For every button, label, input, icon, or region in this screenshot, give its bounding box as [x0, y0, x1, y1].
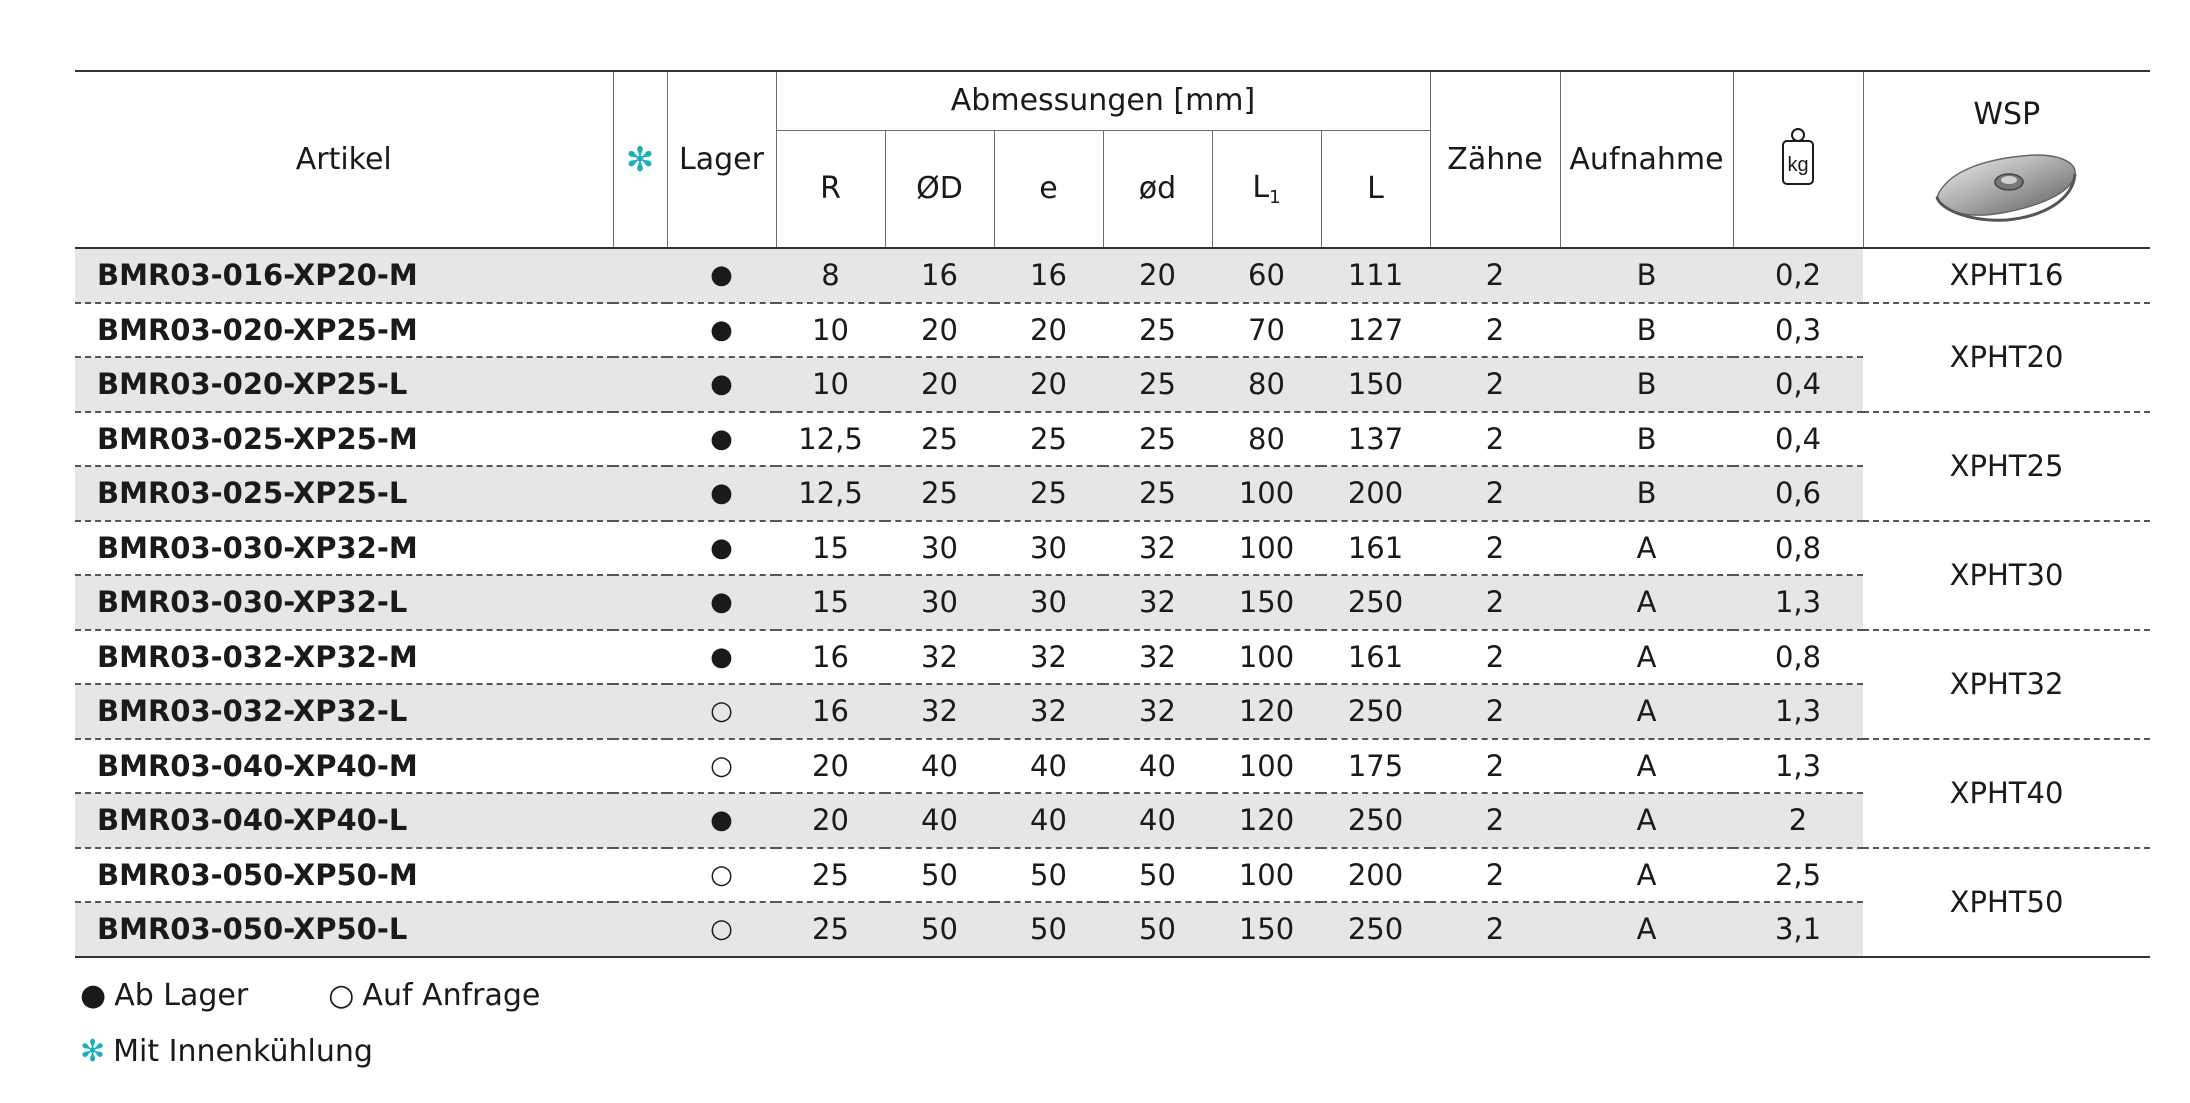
cell-aufnahme: A	[1560, 575, 1733, 630]
cell-kuehlung	[613, 357, 667, 412]
cell-dim-od-lower: 20	[1103, 248, 1212, 303]
cell-dim-e: 20	[994, 303, 1103, 358]
cell-dim-l: 175	[1321, 739, 1430, 794]
cell-artikel: BMR03-040-XP40-L	[75, 793, 613, 848]
cell-dim-od-lower: 25	[1103, 412, 1212, 467]
cell-dim-e: 50	[994, 848, 1103, 903]
cell-dim-r: 20	[776, 739, 885, 794]
cell-kuehlung	[613, 303, 667, 358]
product-table-container	[75, 70, 2150, 958]
cell-kuehlung	[613, 793, 667, 848]
table-row	[75, 248, 2150, 303]
cell-dim-r: 12,5	[776, 412, 885, 467]
cell-dim-od-lower: 40	[1103, 739, 1212, 794]
cell-zaehne: 2	[1430, 248, 1560, 303]
header-abmessungen: Abmessungen [mm]	[776, 71, 1430, 130]
cell-dim-r: 15	[776, 521, 885, 576]
cell-zaehne: 2	[1430, 684, 1560, 739]
cell-dim-od-lower: 50	[1103, 902, 1212, 957]
cell-wsp: XPHT16	[1863, 248, 2150, 303]
cell-artikel: BMR03-020-XP25-L	[75, 357, 613, 412]
cell-dim-r: 15	[776, 575, 885, 630]
cell-artikel: BMR03-016-XP20-M	[75, 248, 613, 303]
cell-artikel: BMR03-025-XP25-M	[75, 412, 613, 467]
cell-dim-l1: 100	[1212, 848, 1321, 903]
cell-weight: 2	[1733, 793, 1863, 848]
cell-dim-od-lower: 32	[1103, 521, 1212, 576]
cell-wsp: XPHT50	[1863, 848, 2150, 957]
cell-dim-r: 25	[776, 848, 885, 903]
cell-dim-l1: 150	[1212, 575, 1321, 630]
cell-dim-l: 111	[1321, 248, 1430, 303]
cell-weight: 3,1	[1733, 902, 1863, 957]
cell-aufnahme: A	[1560, 902, 1733, 957]
table-row	[75, 630, 2150, 685]
open-circle-icon: ○	[328, 977, 355, 1013]
coolant-icon: ✻	[625, 139, 655, 180]
cell-dim-r: 10	[776, 357, 885, 412]
cell-dim-od-lower: 32	[1103, 575, 1212, 630]
cell-dim-od-lower: 25	[1103, 303, 1212, 358]
header-dim-l1-letter: L	[1252, 169, 1270, 205]
cell-kuehlung	[613, 412, 667, 467]
cell-lager: ●	[667, 521, 776, 576]
cell-dim-l: 161	[1321, 521, 1430, 576]
cell-zaehne: 2	[1430, 793, 1560, 848]
table-row	[75, 521, 2150, 576]
cell-weight: 1,3	[1733, 684, 1863, 739]
cell-dim-l1: 100	[1212, 630, 1321, 685]
cell-lager: ○	[667, 848, 776, 903]
cell-aufnahme: A	[1560, 848, 1733, 903]
cell-dim-l1: 120	[1212, 684, 1321, 739]
cell-kuehlung	[613, 739, 667, 794]
cell-weight: 0,8	[1733, 630, 1863, 685]
cell-dim-l: 150	[1321, 357, 1430, 412]
cell-dim-r: 16	[776, 684, 885, 739]
cell-dim-l1: 100	[1212, 466, 1321, 521]
header-weight	[1733, 71, 1863, 248]
header-aufnahme: Aufnahme	[1560, 71, 1733, 248]
header-dim-e: e	[994, 130, 1103, 248]
cell-artikel: BMR03-050-XP50-M	[75, 848, 613, 903]
cell-dim-r: 12,5	[776, 466, 885, 521]
cell-artikel: BMR03-032-XP32-M	[75, 630, 613, 685]
cell-dim-r: 8	[776, 248, 885, 303]
filled-dot-icon: ●	[80, 977, 107, 1013]
cell-dim-l: 137	[1321, 412, 1430, 467]
cell-weight: 0,6	[1733, 466, 1863, 521]
header-lager: Lager	[667, 71, 776, 248]
cell-aufnahme: B	[1560, 412, 1733, 467]
header-kuehlung	[613, 71, 667, 248]
cell-dim-e: 40	[994, 793, 1103, 848]
cell-artikel: BMR03-025-XP25-L	[75, 466, 613, 521]
cell-lager: ●	[667, 357, 776, 412]
cell-zaehne: 2	[1430, 303, 1560, 358]
cell-zaehne: 2	[1430, 412, 1560, 467]
cell-lager: ●	[667, 575, 776, 630]
cell-dim-e: 32	[994, 630, 1103, 685]
cell-kuehlung	[613, 521, 667, 576]
cell-dim-l: 250	[1321, 793, 1430, 848]
insert-image	[1927, 142, 2087, 232]
cell-lager: ●	[667, 248, 776, 303]
cell-zaehne: 2	[1430, 357, 1560, 412]
cell-dim-od-upper: 40	[885, 739, 994, 794]
cell-dim-l1: 120	[1212, 793, 1321, 848]
legend-kuehlung-label: Mit Innenkühlung	[113, 1033, 373, 1069]
cell-artikel: BMR03-040-XP40-M	[75, 739, 613, 794]
cell-zaehne: 2	[1430, 630, 1560, 685]
cell-dim-od-upper: 30	[885, 521, 994, 576]
cell-kuehlung	[613, 902, 667, 957]
table-row	[75, 303, 2150, 358]
cell-dim-od-lower: 32	[1103, 684, 1212, 739]
table-row	[75, 357, 2150, 412]
cell-dim-r: 25	[776, 902, 885, 957]
cell-zaehne: 2	[1430, 739, 1560, 794]
cell-dim-l: 200	[1321, 466, 1430, 521]
cell-lager: ●	[667, 303, 776, 358]
cell-aufnahme: A	[1560, 739, 1733, 794]
legend	[80, 970, 620, 1076]
cell-kuehlung	[613, 248, 667, 303]
cell-weight: 0,3	[1733, 303, 1863, 358]
header-dim-r: R	[776, 130, 885, 248]
cell-aufnahme: A	[1560, 793, 1733, 848]
header-wsp-title: WSP	[1973, 97, 2041, 132]
weight-icon-label: kg	[1787, 153, 1809, 176]
cell-dim-od-lower: 25	[1103, 466, 1212, 521]
cell-dim-e: 50	[994, 902, 1103, 957]
header-wsp	[1863, 71, 2150, 248]
coolant-icon: ✻	[80, 1033, 106, 1069]
cell-dim-od-lower: 25	[1103, 357, 1212, 412]
cell-zaehne: 2	[1430, 521, 1560, 576]
cell-dim-l: 127	[1321, 303, 1430, 358]
cell-dim-l: 250	[1321, 902, 1430, 957]
cell-dim-e: 32	[994, 684, 1103, 739]
cell-dim-e: 25	[994, 412, 1103, 467]
cell-dim-l: 250	[1321, 575, 1430, 630]
table-row	[75, 739, 2150, 794]
cell-zaehne: 2	[1430, 466, 1560, 521]
weight-icon	[1781, 126, 1815, 186]
cell-dim-l: 200	[1321, 848, 1430, 903]
cell-dim-l1: 60	[1212, 248, 1321, 303]
cell-dim-od-lower: 40	[1103, 793, 1212, 848]
cell-dim-l1: 70	[1212, 303, 1321, 358]
cell-lager: ○	[667, 739, 776, 794]
cell-aufnahme: A	[1560, 521, 1733, 576]
cell-weight: 2,5	[1733, 848, 1863, 903]
cell-weight: 0,8	[1733, 521, 1863, 576]
cell-zaehne: 2	[1430, 848, 1560, 903]
cell-zaehne: 2	[1430, 902, 1560, 957]
cell-dim-e: 30	[994, 575, 1103, 630]
cell-dim-od-upper: 50	[885, 902, 994, 957]
cell-lager: ○	[667, 902, 776, 957]
cell-dim-od-lower: 32	[1103, 630, 1212, 685]
header-dim-od-upper: ØD	[885, 130, 994, 248]
cell-kuehlung	[613, 848, 667, 903]
header-dim-l1-sub: 1	[1269, 186, 1281, 208]
product-table-body	[75, 248, 2150, 957]
table-row	[75, 684, 2150, 739]
header-zaehne: Zähne	[1430, 71, 1560, 248]
cell-wsp: XPHT30	[1863, 521, 2150, 630]
cell-weight: 0,4	[1733, 412, 1863, 467]
header-dim-l: L	[1321, 130, 1430, 248]
cell-dim-od-upper: 20	[885, 303, 994, 358]
cell-dim-od-upper: 32	[885, 684, 994, 739]
cell-dim-od-upper: 20	[885, 357, 994, 412]
cell-dim-e: 16	[994, 248, 1103, 303]
cell-zaehne: 2	[1430, 575, 1560, 630]
cell-artikel: BMR03-030-XP32-L	[75, 575, 613, 630]
legend-ab-lager	[80, 978, 248, 1013]
cell-aufnahme: B	[1560, 248, 1733, 303]
cell-dim-od-upper: 25	[885, 466, 994, 521]
cell-wsp: XPHT20	[1863, 303, 2150, 412]
cell-dim-od-upper: 30	[885, 575, 994, 630]
legend-auf-anfrage-label: Auf Anfrage	[362, 977, 541, 1013]
cell-dim-l1: 100	[1212, 739, 1321, 794]
cell-aufnahme: B	[1560, 303, 1733, 358]
cell-artikel: BMR03-030-XP32-M	[75, 521, 613, 576]
cell-dim-l1: 150	[1212, 902, 1321, 957]
cell-dim-e: 25	[994, 466, 1103, 521]
cell-lager: ●	[667, 412, 776, 467]
cell-dim-r: 10	[776, 303, 885, 358]
cell-wsp: XPHT40	[1863, 739, 2150, 848]
cell-dim-e: 40	[994, 739, 1103, 794]
cell-aufnahme: A	[1560, 684, 1733, 739]
cell-lager: ●	[667, 793, 776, 848]
cell-dim-l: 250	[1321, 684, 1430, 739]
cell-artikel: BMR03-050-XP50-L	[75, 902, 613, 957]
cell-aufnahme: B	[1560, 357, 1733, 412]
legend-ab-lager-label: Ab Lager	[114, 977, 249, 1013]
cell-lager: ●	[667, 630, 776, 685]
table-row	[75, 575, 2150, 630]
cell-wsp: XPHT25	[1863, 412, 2150, 521]
cell-dim-od-lower: 50	[1103, 848, 1212, 903]
cell-dim-l1: 80	[1212, 357, 1321, 412]
cell-kuehlung	[613, 630, 667, 685]
header-dim-l1	[1212, 130, 1321, 248]
cell-kuehlung	[613, 466, 667, 521]
cell-weight: 0,4	[1733, 357, 1863, 412]
cell-artikel: BMR03-020-XP25-M	[75, 303, 613, 358]
cell-weight: 1,3	[1733, 575, 1863, 630]
cell-dim-od-upper: 32	[885, 630, 994, 685]
cell-aufnahme: B	[1560, 466, 1733, 521]
cell-dim-e: 30	[994, 521, 1103, 576]
cell-kuehlung	[613, 575, 667, 630]
cell-dim-l1: 100	[1212, 521, 1321, 576]
cell-dim-od-upper: 25	[885, 412, 994, 467]
cell-dim-l: 161	[1321, 630, 1430, 685]
table-row	[75, 902, 2150, 957]
cell-dim-r: 16	[776, 630, 885, 685]
cell-weight: 1,3	[1733, 739, 1863, 794]
cell-dim-r: 20	[776, 793, 885, 848]
cell-dim-e: 20	[994, 357, 1103, 412]
table-row	[75, 848, 2150, 903]
cell-dim-l1: 80	[1212, 412, 1321, 467]
table-row	[75, 412, 2150, 467]
product-table	[75, 70, 2150, 958]
header-artikel: Artikel	[75, 71, 613, 248]
cell-lager: ●	[667, 466, 776, 521]
header-dim-od-lower: ød	[1103, 130, 1212, 248]
table-row	[75, 793, 2150, 848]
cell-dim-od-upper: 16	[885, 248, 994, 303]
table-row	[75, 466, 2150, 521]
legend-kuehlung	[80, 1034, 373, 1069]
cell-dim-od-upper: 40	[885, 793, 994, 848]
cell-weight: 0,2	[1733, 248, 1863, 303]
cell-wsp: XPHT32	[1863, 630, 2150, 739]
cell-lager: ○	[667, 684, 776, 739]
cell-kuehlung	[613, 684, 667, 739]
cell-dim-od-upper: 50	[885, 848, 994, 903]
cell-artikel: BMR03-032-XP32-L	[75, 684, 613, 739]
cell-aufnahme: A	[1560, 630, 1733, 685]
legend-auf-anfrage	[328, 978, 540, 1013]
